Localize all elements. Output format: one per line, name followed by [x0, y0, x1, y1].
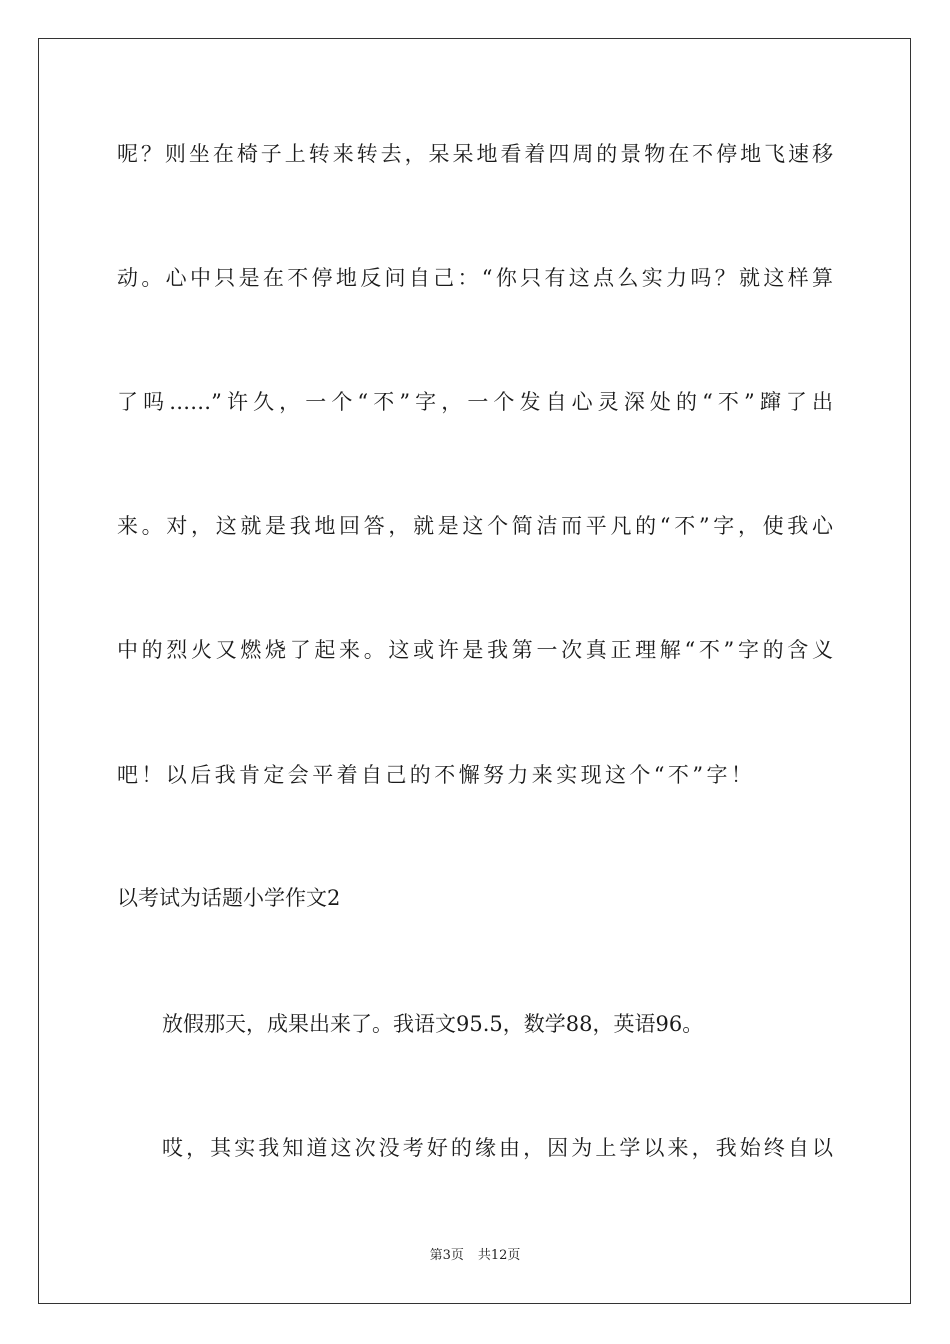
body-line-2: 动。心中只是在不停地反问自己：“你只有这点么实力吗？就这样算: [117, 266, 833, 290]
body-line-3: 了吗……”许久，一个“不”字，一个发自心灵深处的“不”蹿了出: [117, 390, 833, 414]
body-line-4: 来。对，这就是我地回答，就是这个简洁而平凡的“不”字，使我心: [117, 514, 833, 538]
page-total: 共12页: [477, 1248, 521, 1263]
page-border: [38, 38, 911, 1304]
body-line-6: 吧！以后我肯定会平着自己的不懈努力来实现这个“不”字！: [117, 763, 756, 787]
page-number: 第3页: [429, 1248, 464, 1263]
page-footer: [0, 1247, 950, 1265]
body-line-1: 呢？则坐在椅子上转来转去，呆呆地看着四周的景物在不停地飞速移: [117, 142, 833, 166]
section-heading: 以考试为话题小学作文2: [117, 886, 341, 910]
paragraph-2: 哎，其实我知道这次没考好的缘由，因为上学以来，我始终自以: [162, 1136, 833, 1160]
paragraph-1: 放假那天，成果出来了。我语文95.5，数学88，英语96。: [162, 1012, 704, 1036]
body-line-5: 中的烈火又燃烧了起来。这或许是我第一次真正理解“不”字的含义: [117, 638, 833, 662]
